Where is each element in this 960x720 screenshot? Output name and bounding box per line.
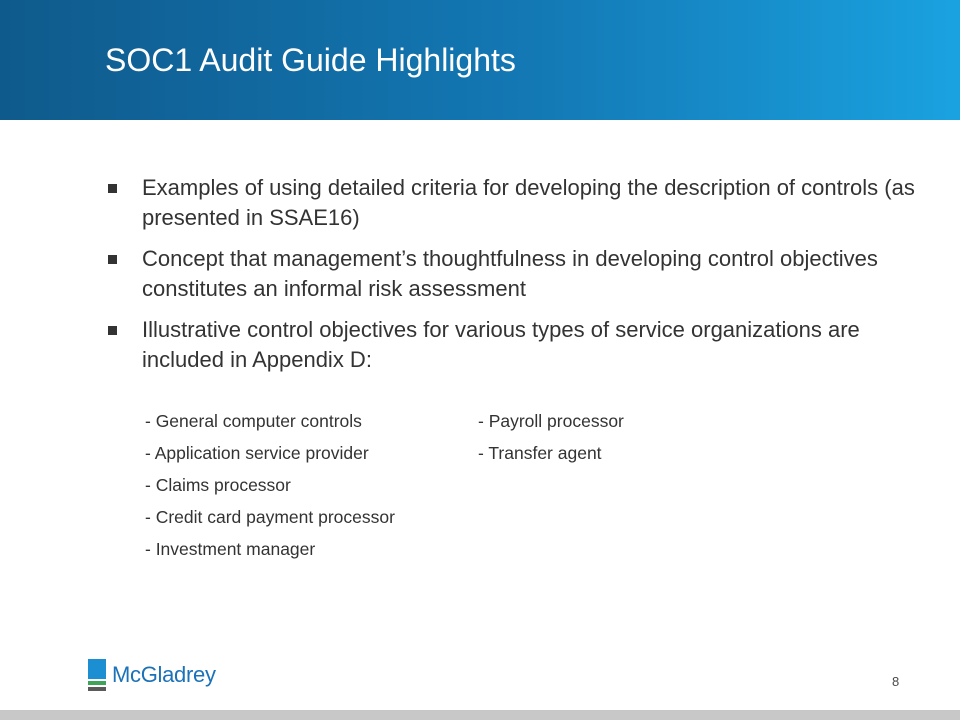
bullet-text: Illustrative control objectives for various types of service organizations are included in Appendix D:	[142, 317, 860, 372]
mcgladrey-logo-icon	[88, 659, 106, 691]
bullet-list	[108, 173, 918, 386]
appendix-list-right-column	[478, 405, 624, 469]
bullet-item	[108, 244, 918, 304]
appendix-list-left-column	[145, 405, 395, 565]
bullet-text: Examples of using detailed criteria for developing the description of controls (as presented in SSAE16)	[142, 175, 915, 230]
bullet-text: Concept that management’s thoughtfulness in developing control objectives constitutes an informal risk assessment	[142, 246, 878, 301]
appendix-list-item: - Investment manager	[145, 539, 316, 559]
square-bullet-icon	[108, 255, 117, 264]
appendix-list-item: - Claims processor	[145, 475, 291, 495]
appendix-list-item: - Transfer agent	[478, 443, 602, 463]
appendix-list-item: - Credit card payment processor	[145, 507, 395, 527]
square-bullet-icon	[108, 326, 117, 335]
logo-wordmark: McGladrey	[112, 662, 216, 687]
footer-bar	[0, 710, 960, 720]
appendix-list-item: - Payroll processor	[478, 411, 624, 431]
page-number: 8	[892, 674, 900, 689]
appendix-list-item: - General computer controls	[145, 411, 362, 431]
appendix-list-item: - Application service provider	[145, 443, 369, 463]
title-banner	[0, 0, 960, 120]
bullet-item	[108, 173, 918, 233]
bullet-item	[108, 315, 918, 375]
slide-title: SOC1 Audit Guide Highlights	[105, 42, 516, 78]
square-bullet-icon	[108, 184, 117, 193]
